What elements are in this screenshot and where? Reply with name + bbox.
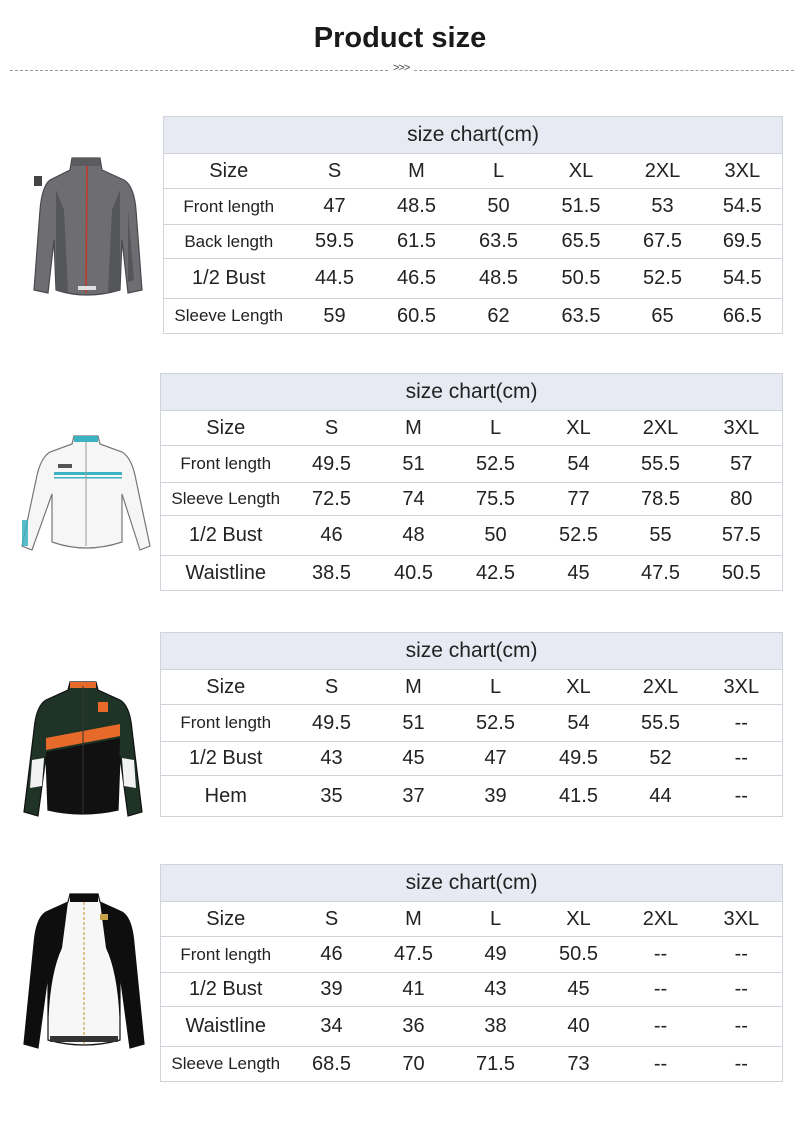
cell-value: 59 bbox=[294, 299, 376, 334]
cell-value: 36 bbox=[373, 1007, 455, 1047]
table-row bbox=[161, 1007, 783, 1047]
cell-value: -- bbox=[701, 937, 783, 973]
row-label: 1/2 Bust bbox=[161, 742, 291, 776]
table-row bbox=[161, 483, 783, 516]
table-row bbox=[161, 446, 783, 483]
cell-value: 78.5 bbox=[621, 483, 701, 516]
row-label: 1/2 Bust bbox=[161, 973, 291, 1007]
table-caption: size chart(cm) bbox=[161, 633, 783, 670]
cell-value: -- bbox=[621, 1047, 701, 1082]
cell-value: 59.5 bbox=[294, 225, 376, 259]
cell-value: 40.5 bbox=[373, 556, 455, 591]
black-white-jersey-icon bbox=[18, 888, 150, 1054]
header-3xl: 3XL bbox=[703, 154, 783, 189]
header-m: M bbox=[373, 670, 455, 705]
header-2xl: 2XL bbox=[623, 154, 703, 189]
cell-value: 43 bbox=[455, 973, 537, 1007]
cell-value: 46.5 bbox=[376, 259, 458, 299]
cell-value: -- bbox=[701, 776, 783, 817]
cell-value: 70 bbox=[373, 1047, 455, 1082]
cell-value: 34 bbox=[291, 1007, 373, 1047]
cell-value: -- bbox=[701, 1047, 783, 1082]
page-title: Product size bbox=[313, 22, 487, 54]
cell-value: 40 bbox=[537, 1007, 621, 1047]
cell-value: 52.5 bbox=[537, 516, 621, 556]
table-caption: size chart(cm) bbox=[161, 374, 783, 411]
cell-value: 50.5 bbox=[540, 259, 623, 299]
size-chart-table-4 bbox=[160, 864, 783, 1082]
white-jersey-icon bbox=[18, 430, 154, 558]
header-xl: XL bbox=[537, 902, 621, 937]
table-row bbox=[164, 299, 783, 334]
header-xl: XL bbox=[537, 411, 621, 446]
cell-value: 74 bbox=[373, 483, 455, 516]
header-m: M bbox=[373, 902, 455, 937]
row-label: Front length bbox=[164, 189, 294, 225]
cell-value: 49.5 bbox=[291, 705, 373, 742]
cell-value: 38.5 bbox=[291, 556, 373, 591]
header-l: L bbox=[455, 411, 537, 446]
cell-value: 51 bbox=[373, 446, 455, 483]
cell-value: 54 bbox=[537, 705, 621, 742]
cell-value: 54.5 bbox=[703, 259, 783, 299]
table-row bbox=[161, 556, 783, 591]
cell-value: 55 bbox=[621, 516, 701, 556]
cell-value: 62 bbox=[458, 299, 540, 334]
row-label: Waistline bbox=[161, 1007, 291, 1047]
cell-value: -- bbox=[701, 973, 783, 1007]
header-2xl: 2XL bbox=[621, 670, 701, 705]
header-l: L bbox=[455, 670, 537, 705]
cell-value: -- bbox=[621, 937, 701, 973]
cell-value: 68.5 bbox=[291, 1047, 373, 1082]
cell-value: 50 bbox=[458, 189, 540, 225]
header-m: M bbox=[373, 411, 455, 446]
cell-value: 61.5 bbox=[376, 225, 458, 259]
table-row bbox=[164, 225, 783, 259]
header-size: Size bbox=[161, 411, 291, 446]
table-row bbox=[161, 516, 783, 556]
table-row bbox=[161, 776, 783, 817]
cell-value: -- bbox=[701, 742, 783, 776]
cell-value: 65 bbox=[623, 299, 703, 334]
cell-value: 41.5 bbox=[537, 776, 621, 817]
row-label: Sleeve Length bbox=[161, 483, 291, 516]
cell-value: 42.5 bbox=[455, 556, 537, 591]
header-s: S bbox=[291, 670, 373, 705]
header-s: S bbox=[294, 154, 376, 189]
cell-value: 67.5 bbox=[623, 225, 703, 259]
cell-value: 73 bbox=[537, 1047, 621, 1082]
header-s: S bbox=[291, 411, 373, 446]
cell-value: 50.5 bbox=[537, 937, 621, 973]
cell-value: 77 bbox=[537, 483, 621, 516]
cell-value: 47 bbox=[455, 742, 537, 776]
cell-value: 52.5 bbox=[455, 446, 537, 483]
title-divider-glyph: >>> bbox=[393, 62, 410, 74]
table-caption: size chart(cm) bbox=[164, 117, 783, 154]
table-row bbox=[161, 973, 783, 1007]
size-chart-table-3 bbox=[160, 632, 783, 817]
row-label: Back length bbox=[164, 225, 294, 259]
cell-value: 37 bbox=[373, 776, 455, 817]
cell-value: 72.5 bbox=[291, 483, 373, 516]
table-caption: size chart(cm) bbox=[161, 865, 783, 902]
cell-value: 38 bbox=[455, 1007, 537, 1047]
table-row bbox=[161, 1047, 783, 1082]
header-3xl: 3XL bbox=[701, 902, 783, 937]
cell-value: 51 bbox=[373, 705, 455, 742]
cell-value: 49.5 bbox=[291, 446, 373, 483]
cell-value: 47.5 bbox=[621, 556, 701, 591]
cell-value: 69.5 bbox=[703, 225, 783, 259]
cell-value: 57.5 bbox=[701, 516, 783, 556]
cell-value: -- bbox=[701, 1007, 783, 1047]
cell-value: 49 bbox=[455, 937, 537, 973]
row-label: Front length bbox=[161, 446, 291, 483]
table-row bbox=[161, 705, 783, 742]
title-divider-right bbox=[414, 70, 794, 71]
row-label: 1/2 Bust bbox=[164, 259, 294, 299]
cell-value: 75.5 bbox=[455, 483, 537, 516]
header-3xl: 3XL bbox=[701, 411, 783, 446]
row-label: Sleeve Length bbox=[161, 1047, 291, 1082]
cell-value: 46 bbox=[291, 516, 373, 556]
cell-value: 60.5 bbox=[376, 299, 458, 334]
cell-value: 52.5 bbox=[623, 259, 703, 299]
cell-value: 46 bbox=[291, 937, 373, 973]
row-label: Sleeve Length bbox=[164, 299, 294, 334]
header-m: M bbox=[376, 154, 458, 189]
cell-value: 63.5 bbox=[458, 225, 540, 259]
cell-value: 55.5 bbox=[621, 705, 701, 742]
header-3xl: 3XL bbox=[701, 670, 783, 705]
cell-value: 63.5 bbox=[540, 299, 623, 334]
table-row bbox=[164, 189, 783, 225]
cell-value: 52 bbox=[621, 742, 701, 776]
cell-value: 44.5 bbox=[294, 259, 376, 299]
cell-value: 53 bbox=[623, 189, 703, 225]
row-label: Hem bbox=[161, 776, 291, 817]
header-l: L bbox=[458, 154, 540, 189]
cell-value: 54.5 bbox=[703, 189, 783, 225]
header-xl: XL bbox=[537, 670, 621, 705]
row-label: Waistline bbox=[161, 556, 291, 591]
table-row bbox=[164, 259, 783, 299]
cell-value: 52.5 bbox=[455, 705, 537, 742]
header-l: L bbox=[455, 902, 537, 937]
cell-value: 54 bbox=[537, 446, 621, 483]
title-divider-left bbox=[10, 70, 388, 71]
cell-value: -- bbox=[621, 973, 701, 1007]
cell-value: 45 bbox=[537, 973, 621, 1007]
size-chart-table-2 bbox=[160, 373, 783, 591]
table-row bbox=[161, 742, 783, 776]
cell-value: 47 bbox=[294, 189, 376, 225]
cell-value: 66.5 bbox=[703, 299, 783, 334]
row-label: Front length bbox=[161, 937, 291, 973]
cell-value: 71.5 bbox=[455, 1047, 537, 1082]
cell-value: 45 bbox=[373, 742, 455, 776]
gray-jersey-icon bbox=[20, 150, 152, 308]
cell-value: 49.5 bbox=[537, 742, 621, 776]
size-chart-table-1 bbox=[163, 116, 783, 334]
cell-value: 80 bbox=[701, 483, 783, 516]
cell-value: 39 bbox=[455, 776, 537, 817]
header-size: Size bbox=[161, 902, 291, 937]
cell-value: 39 bbox=[291, 973, 373, 1007]
cell-value: 35 bbox=[291, 776, 373, 817]
header-s: S bbox=[291, 902, 373, 937]
cell-value: 50.5 bbox=[701, 556, 783, 591]
cell-value: 43 bbox=[291, 742, 373, 776]
header-size: Size bbox=[161, 670, 291, 705]
green-jersey-icon bbox=[18, 676, 148, 822]
cell-value: 55.5 bbox=[621, 446, 701, 483]
cell-value: 47.5 bbox=[373, 937, 455, 973]
cell-value: 50 bbox=[455, 516, 537, 556]
cell-value: 44 bbox=[621, 776, 701, 817]
header-xl: XL bbox=[540, 154, 623, 189]
row-label: Front length bbox=[161, 705, 291, 742]
cell-value: 48.5 bbox=[376, 189, 458, 225]
row-label: 1/2 Bust bbox=[161, 516, 291, 556]
cell-value: -- bbox=[701, 705, 783, 742]
header-2xl: 2XL bbox=[621, 411, 701, 446]
cell-value: 41 bbox=[373, 973, 455, 1007]
header-size: Size bbox=[164, 154, 294, 189]
cell-value: 48 bbox=[373, 516, 455, 556]
table-row bbox=[161, 937, 783, 973]
cell-value: 57 bbox=[701, 446, 783, 483]
cell-value: 48.5 bbox=[458, 259, 540, 299]
cell-value: 65.5 bbox=[540, 225, 623, 259]
header-2xl: 2XL bbox=[621, 902, 701, 937]
cell-value: 45 bbox=[537, 556, 621, 591]
cell-value: -- bbox=[621, 1007, 701, 1047]
cell-value: 51.5 bbox=[540, 189, 623, 225]
